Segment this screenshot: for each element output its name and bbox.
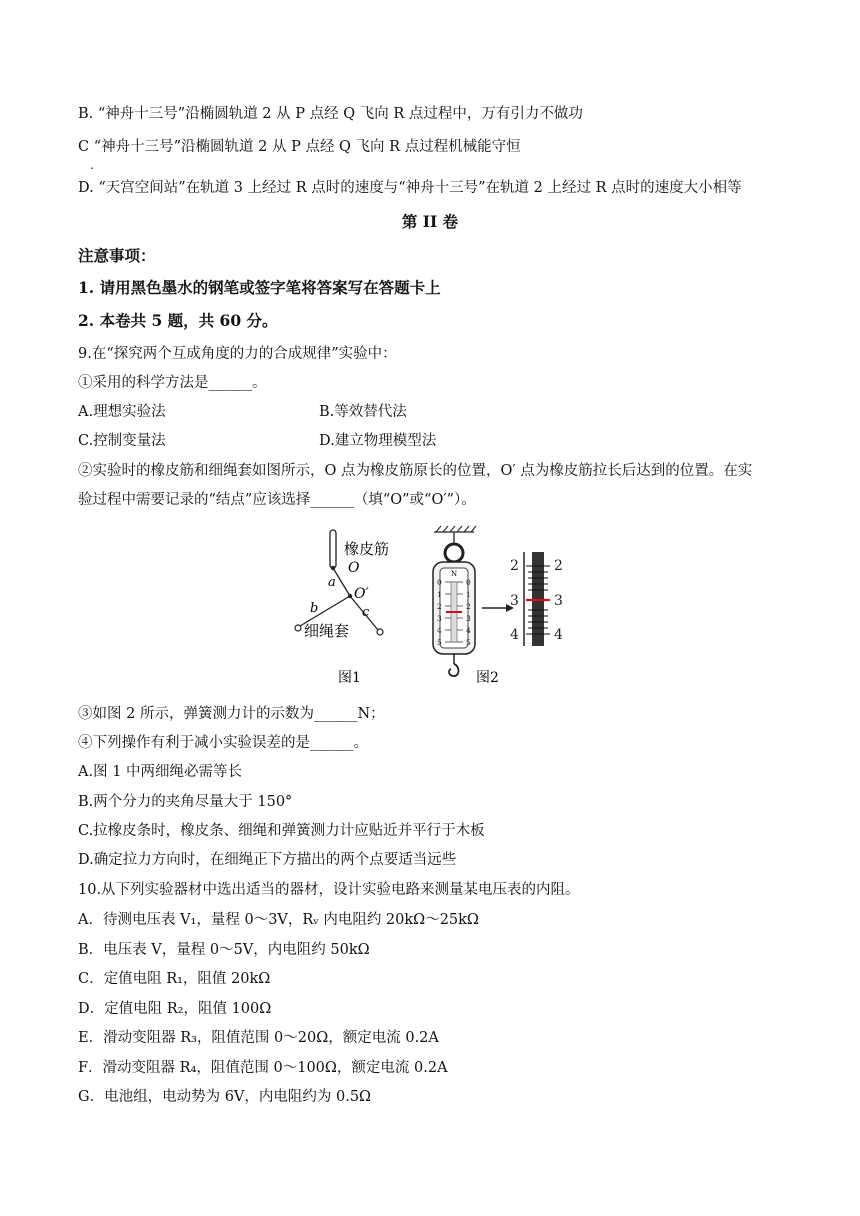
q10-item-b: B．电压表 V，量程 0～5V，内电阻约 50kΩ	[78, 942, 370, 958]
scale-label-1: 1	[437, 590, 442, 599]
label-b: b	[310, 601, 319, 616]
figure-2-caption: 图2	[476, 670, 499, 686]
option-b: B. “神舟十三号”沿椭圆轨道 2 从 P 点经 Q 飞向 R 点过程中，万有引力不做功	[78, 106, 583, 122]
notice-heading: 注意事项：	[78, 246, 156, 265]
q9-stem: 9.在“探究两个互成角度的力的合成规律”实验中：	[78, 346, 397, 362]
zoom-label-left-4: 4	[510, 627, 519, 643]
q10-item-g: G．电池组，电动势为 6V，内电阻约为 0.5Ω	[78, 1089, 372, 1105]
svg-text:5: 5	[466, 638, 471, 647]
q10-item-d: D．定值电阻 R₂，阻值 100Ω	[78, 1001, 272, 1017]
label-a: a	[328, 575, 336, 590]
label-o-prime: O′	[354, 586, 369, 602]
zoom-label-right-4: 4	[554, 627, 563, 643]
q10-item-c: C．定值电阻 R₁，阻值 20kΩ	[78, 971, 271, 987]
svg-text:4: 4	[466, 626, 471, 635]
q9-part4: ④下列操作有利于减小实验误差的是______。	[78, 735, 368, 751]
scale-label-5: 5	[437, 638, 442, 647]
q9-part4-option-c: C.拉橡皮条时，橡皮条、细绳和弹簧测力计应贴近并平行于木板	[78, 823, 485, 839]
figure-1-caption: 图1	[338, 670, 361, 686]
q9-option-d: D.建立物理模型法	[319, 433, 437, 449]
svg-text:2: 2	[466, 602, 471, 611]
label-loop: 细绳套	[304, 622, 350, 640]
q10-item-a: A．待测电压表 V₁，量程 0～3V，Rᵥ 内电阻约 20kΩ～25kΩ	[78, 912, 479, 928]
q10-stem: 10.从下列实验器材中选出适当的器材，设计实验电路来测量某电压表的内阻。	[78, 882, 580, 898]
section-title: 第 II 卷	[401, 212, 459, 231]
scale-label-0: 0	[437, 578, 442, 587]
label-o: O	[348, 560, 360, 576]
notice-item-2: 2. 本卷共 5 题，共 60 分。	[78, 311, 278, 330]
scale-label-4: 4	[437, 626, 442, 635]
q9-option-c: C.控制变量法	[78, 433, 166, 449]
svg-text:0: 0	[466, 578, 471, 587]
zoom-label-right-2: 2	[554, 558, 563, 574]
svg-text:1: 1	[466, 590, 471, 599]
q9-part4-option-a: A.图 1 中两细绳必需等长	[78, 764, 243, 780]
scale-label-2: 2	[437, 602, 442, 611]
q9-part2-line1: ②实验时的橡皮筋和细绳套如图所示，O 点为橡皮筋原长的位置，O′ 点为橡皮筋拉长后达到的位置。在实	[78, 463, 753, 479]
figure-2-spring-scale	[433, 526, 563, 686]
q9-part1: ①采用的科学方法是______。	[78, 375, 267, 391]
label-band: 橡皮筋	[344, 540, 390, 558]
q10-item-e: E．滑动变阻器 R₃，阻值范围 0～20Ω，额定电流 0.2A	[78, 1030, 439, 1046]
q9-part4-option-b: B.两个分力的夹角尽量大于 150°	[78, 794, 293, 810]
q9-figures	[270, 524, 590, 692]
zoom-label-right-3: 3	[554, 593, 563, 609]
option-c: C “神舟十三号”沿椭圆轨道 2 从 P 点经 Q 飞向 R 点过程机械能守恒	[78, 139, 521, 155]
option-c-dot: .	[90, 158, 94, 172]
q9-part2-line2: 验过程中需要记录的“结点”应该选择______（填“O”或“O′”）。	[78, 492, 476, 508]
q9-part3: ③如图 2 所示，弹簧测力计的示数为______N；	[78, 706, 385, 722]
notice-item-1: 1. 请用黑色墨水的钢笔或签字笔将答案写在答题卡上	[78, 278, 441, 297]
q9-part4-option-d: D.确定拉力方向时，在细绳正下方描出的两个点要适当远些	[78, 852, 457, 868]
option-d: D. “天宫空间站”在轨道 3 上经过 R 点时的速度与“神舟十三号”在轨道 2 上经过 R 点时的速度大小相等	[78, 180, 742, 196]
q9-option-b: B.等效替代法	[319, 404, 407, 420]
zoom-label-left-3: 3	[510, 593, 519, 609]
scale-unit: N	[451, 570, 458, 578]
q9-option-a: A.理想实验法	[78, 404, 166, 420]
q10-item-f: F．滑动变阻器 R₄，阻值范围 0～100Ω，额定电流 0.2A	[78, 1060, 448, 1076]
scale-label-3: 3	[437, 614, 442, 623]
figure-1-rubber-band-diagram	[295, 530, 389, 686]
zoom-label-left-2: 2	[510, 558, 519, 574]
label-c: c	[362, 605, 370, 620]
svg-text:3: 3	[466, 614, 471, 623]
